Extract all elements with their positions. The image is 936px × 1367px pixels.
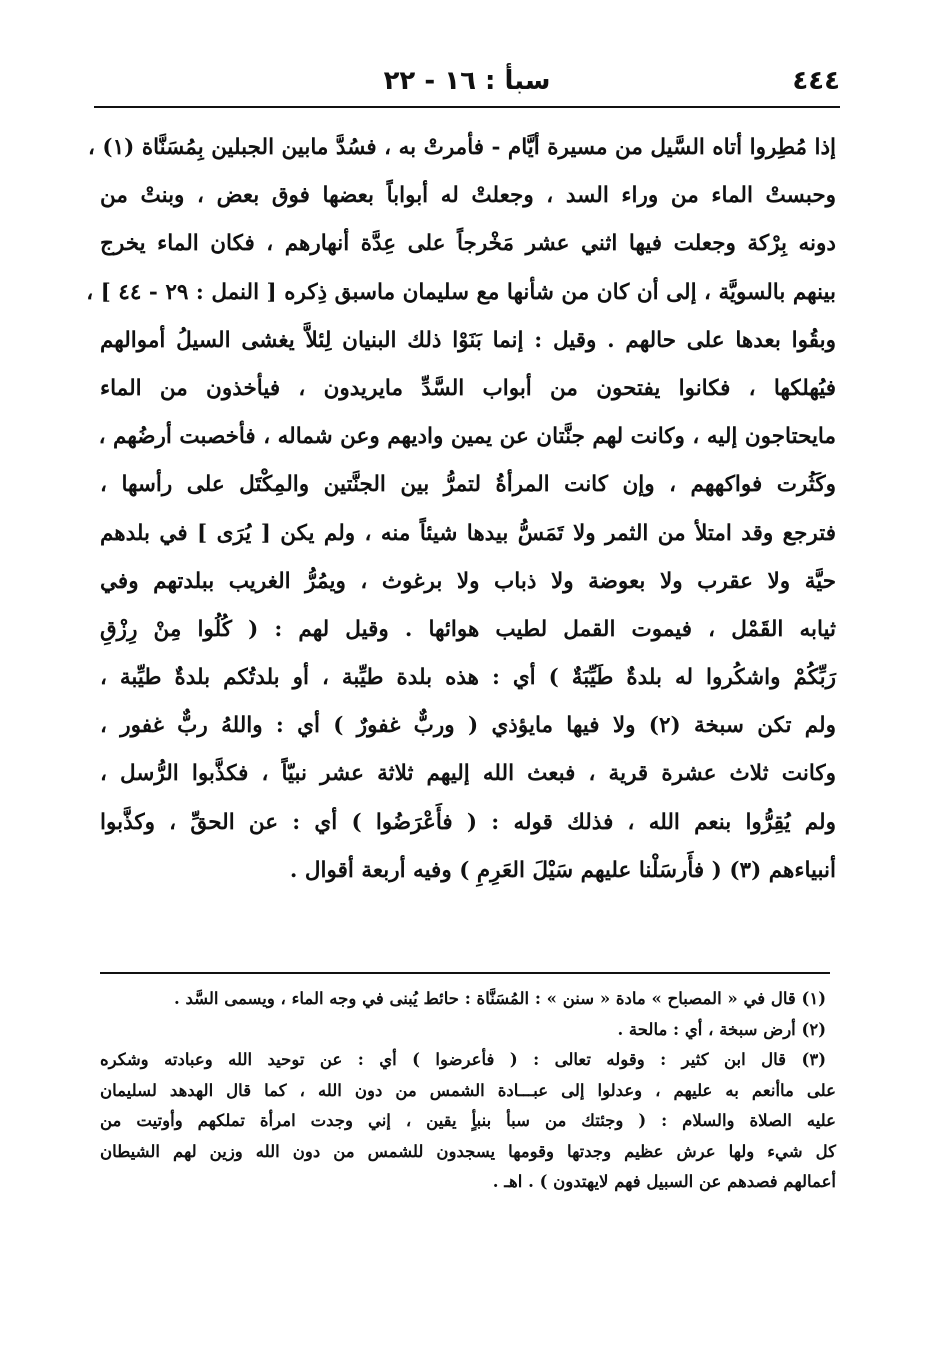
text-line: فيُهلكها ، فكانوا يفتحون من أبواب السَّدِّ مايريدون ، فيأخذون من الماء <box>100 375 836 401</box>
text-line: ولم تكن سبخة (٢) ولا فيها مايؤذي ( وربٌّ غفورٌ ) أي : واللهُ ربٌّ غفور ، <box>100 713 836 739</box>
text-line: وحبستْ الماء من وراء السد ، وجعلتْ له أبواباً بعضها فوق بعض ، وبنتْ من <box>100 183 836 209</box>
footnotes <box>100 984 836 1198</box>
footnote-3-continued: على ماأنعم به عليهم ، وعدلوا إلى عبـــادة الشمس من دون الله ، كما قال الهدهد لسليمان <box>100 1080 836 1100</box>
text-line: مايحتاجون إليه ، وكانت لهم جنَّتان عن يمين واديهم وعن شماله ، فأخصبت أرضُهم ، <box>98 424 836 450</box>
text-line: أنبياءهم (٣) ( فأَرسَلْنا عليهم سَيْلَ العَرِمِ ) وفيه أربعة أقوال . <box>289 857 836 883</box>
text-line: حيَّة ولا عقرب ولا بعوضة ولا ذباب ولا برغوث ، ويمُرُّ الغريب ببلدتهم وفي <box>100 568 836 594</box>
text-line: ثيابه القَمْل ، فيموت القمل لطيب هوائها . وقيل لهم : ( كُلُوا مِنْ رِزْقِ <box>100 616 836 642</box>
text-line: بينهم بالسويَّة ، إلى أن كان من شأنها مع سليمان ماسبق ذِكره [ النمل : ٢٩ - ٤٤ ] ، <box>86 279 836 305</box>
text-line: دونه بِرْكة وجعلت فيها اثني عشر مَخْرجاً على عِدَّة أنهارهم ، فكان الماء يخرج <box>100 231 836 257</box>
running-head: سبأ : ١٦ - ٢٢ <box>383 66 551 96</box>
footnote-2: (٢) أرض سبخة ، أي : مالحة . <box>617 1019 826 1039</box>
footnote-rule <box>100 972 830 974</box>
text-line: إذا مُطِروا أتاه السَّيل من مسيرة أيَّام - فأمرتْ به ، فسُدَّ مابين الجبلين بِمُسَنَّاة (١) ، <box>87 135 836 160</box>
text-line: وبقُوا بعدها على حالهم . وقيل : إنما بَنَوْا ذلك البنيان لِئلاَّ يغشى السيلُ أموالهم <box>100 327 836 353</box>
footnote-3-continued: أعمالهم فصدهم عن السبيل فهم لايهتدون ) . اهـ . <box>492 1172 836 1191</box>
text-line: ولم يُقِرُّوا بنعم الله ، فذلك قوله : ( فأَعْرَضُوا ) أي : عن الحقِّ ، وكذَّبوا <box>100 809 836 835</box>
text-line: وكانت ثلاث عشرة قرية ، فبعث الله إليهم ثلاثة عشر نبيّاً ، فكذَّبوا الرُّسل ، <box>100 761 836 787</box>
text-line: رَبِّكُمْ واشكُروا له بلدةٌ طَيِّبَةٌ ) أي : هذه بلدة طيِّبة ، أو بلدتُكم بلدةٌ طيِّبة ، <box>100 665 836 691</box>
footnote-3-continued: كل شيء ولها عرش عظيم وجدتها وقومها يسجدون للشمس من دون الله وزين لهم الشيطان <box>100 1141 836 1161</box>
page-header <box>94 62 840 102</box>
header-rule <box>94 106 840 108</box>
footnote-1: (١) قال في « المصباح » مادة « سنن » : المُسَنَّاة : حائط يُبنى في وجه الماء ، ويسمى السَّد . <box>174 989 826 1008</box>
text-line: وكَثُرت فواكههم ، وإن كانت المرأةُ لتمرُّ بين الجنَّتين والمِكْتَل على رأسها ، <box>100 472 836 498</box>
footnote-3: (٣) قال ابن كثير : وقوله تعالى : ( فأعرضوا ) أي : عن توحيد الله وعبادته وشكره <box>100 1050 826 1069</box>
footnote-3-continued: عليه الصلاة والسلام : ( وجئتك من سبأ بنبأٍ يقين ، إني وجدت امرأة تملكهم وأوتيت من <box>100 1111 836 1130</box>
page-number: ٤٤٤ <box>792 66 840 96</box>
text-line: فترجع وقد امتلأ من الثمر ولا تَمَسُّ بيدها شيئاً منه ، ولم يكن [ يُرَى ] في بلدهم <box>100 520 836 546</box>
main-text <box>86 124 836 895</box>
